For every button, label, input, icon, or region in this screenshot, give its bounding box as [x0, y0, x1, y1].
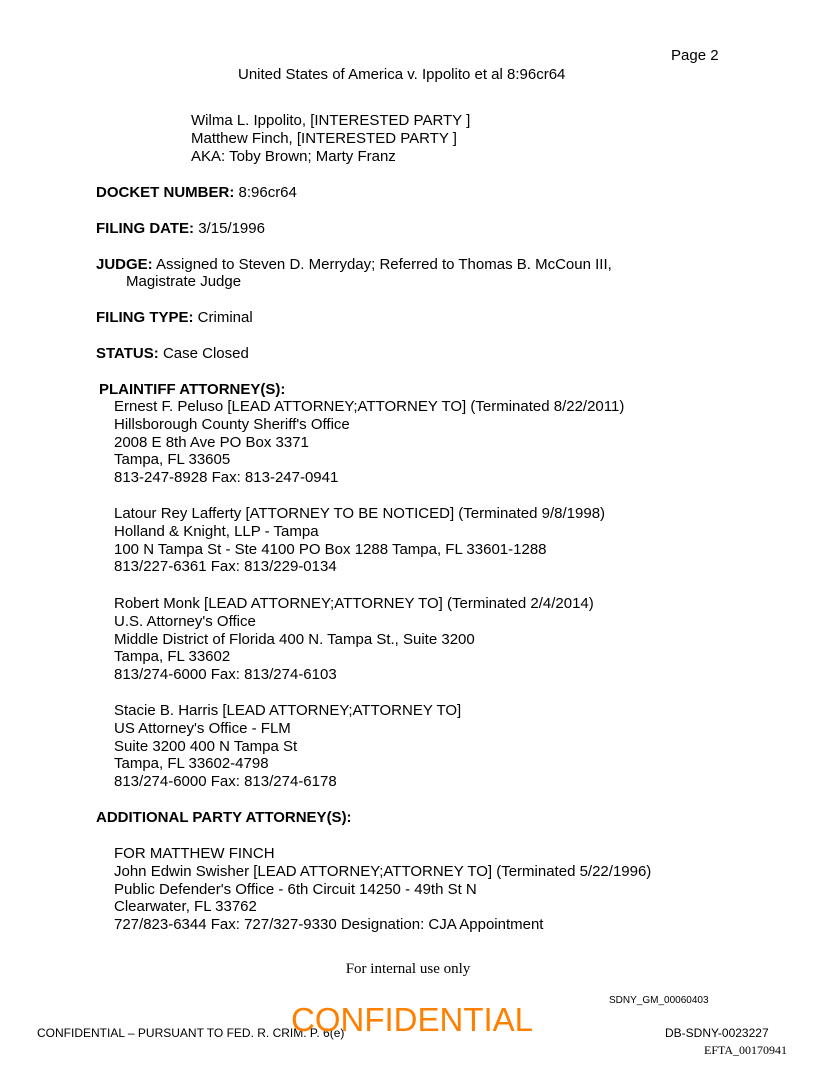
attorney-line: US Attorney's Office - FLM: [114, 719, 291, 737]
attorney-line: Holland & Knight, LLP - Tampa: [114, 522, 319, 540]
attorney-line: Robert Monk [LEAD ATTORNEY;ATTORNEY TO] (Terminated 2/4/2014): [114, 595, 594, 612]
attorney-line: Tampa, FL 33602-4798: [114, 755, 269, 773]
filing-date-label: FILING DATE:: [96, 220, 195, 237]
status-label: STATUS:: [96, 345, 159, 362]
attorney-line: U.S. Attorney's Office: [114, 612, 256, 630]
case-title: United States of America v. Ippolito et al 8:96cr64: [238, 66, 566, 83]
attorney-line: John Edwin Swisher [LEAD ATTORNEY;ATTORNEY TO] (Terminated 5/22/1996): [114, 862, 652, 880]
judge-value-continued: Magistrate Judge: [126, 273, 242, 290]
attorney-line: 813/227-6361 Fax: 813/229-0134: [114, 558, 337, 576]
plaintiff-attorney-block: [114, 398, 624, 487]
plaintiff-attorney-block: [114, 505, 605, 576]
status-value: Case Closed: [158, 345, 249, 362]
attorney-line: Ernest F. Peluso [LEAD ATTORNEY;ATTORNEY TO] (Terminated 8/22/2011): [114, 398, 625, 415]
party-line: Wilma L. Ippolito, [INTERESTED PARTY ]: [191, 112, 471, 129]
attorney-line: 813/274-6000 Fax: 813/274-6103: [114, 666, 337, 684]
docket-number: [96, 184, 297, 202]
filing-type: [96, 309, 253, 327]
confidential-stamp: CONFIDENTIAL: [291, 1001, 534, 1038]
interested-parties: [191, 112, 470, 166]
attorney-line: 813-247-8928 Fax: 813-247-0941: [114, 469, 339, 487]
docket-number-value: 8:96cr64: [234, 184, 297, 201]
plaintiff-attorneys-heading: PLAINTIFF ATTORNEY(S):: [99, 381, 286, 398]
attorney-line: Clearwater, FL 33762: [114, 898, 257, 916]
filing-date: [96, 220, 265, 238]
attorney-line: Suite 3200 400 N Tampa St: [114, 737, 298, 755]
party-line: AKA: Toby Brown; Marty Franz: [191, 148, 396, 165]
attorney-line: Tampa, FL 33602: [114, 648, 231, 666]
attorney-line: 100 N Tampa St - Ste 4100 PO Box 1288 Tampa, FL 33601-1288: [114, 540, 547, 558]
attorney-line: FOR MATTHEW FINCH: [114, 845, 275, 862]
attorney-line: Public Defender's Office - 6th Circuit 14250 - 49th St N: [114, 880, 477, 898]
judge: [96, 256, 612, 274]
attorney-line: Middle District of Florida 400 N. Tampa St., Suite 3200: [114, 630, 475, 648]
filing-date-value: 3/15/1996: [194, 220, 265, 237]
attorney-line: 813/274-6000 Fax: 813/274-6178: [114, 773, 337, 791]
status: [96, 345, 249, 363]
party-line: Matthew Finch, [INTERESTED PARTY ]: [191, 130, 457, 147]
filing-type-value: Criminal: [193, 309, 253, 326]
internal-use-notice: For internal use only: [345, 961, 471, 977]
page-number: Page 2: [671, 47, 719, 64]
additional-attorney-block: [114, 845, 651, 934]
bates-number-sdny-gm: SDNY_GM_00060403: [609, 995, 709, 1006]
docket-number-label: DOCKET NUMBER:: [96, 184, 235, 201]
attorney-line: Stacie B. Harris [LEAD ATTORNEY;ATTORNEY TO]: [114, 702, 462, 719]
attorney-line: 2008 E 8th Ave PO Box 3371: [114, 433, 309, 451]
attorney-line: Hillsborough County Sheriff's Office: [114, 415, 350, 433]
plaintiff-attorney-block: [114, 595, 594, 684]
filing-type-label: FILING TYPE:: [96, 309, 194, 326]
attorney-line: 727/823-6344 Fax: 727/327-9330 Designation: CJA Appointment: [114, 916, 544, 934]
confidential-notice: CONFIDENTIAL – PURSUANT TO FED. R. CRIM. P. 6(e): [37, 1026, 345, 1040]
bates-number-db-sdny: DB-SDNY-0023227: [665, 1026, 769, 1040]
attorney-line: Latour Rey Lafferty [ATTORNEY TO BE NOTICED] (Terminated 9/8/1998): [114, 505, 606, 522]
judge-value: Assigned to Steven D. Merryday; Referred to Thomas B. McCoun III,: [152, 256, 612, 273]
judge-label: JUDGE:: [96, 256, 153, 273]
attorney-line: Tampa, FL 33605: [114, 451, 231, 469]
additional-attorneys-heading: ADDITIONAL PARTY ATTORNEY(S):: [96, 809, 352, 826]
plaintiff-attorney-block: [114, 702, 461, 791]
efta-number: EFTA_00170941: [704, 1043, 788, 1057]
